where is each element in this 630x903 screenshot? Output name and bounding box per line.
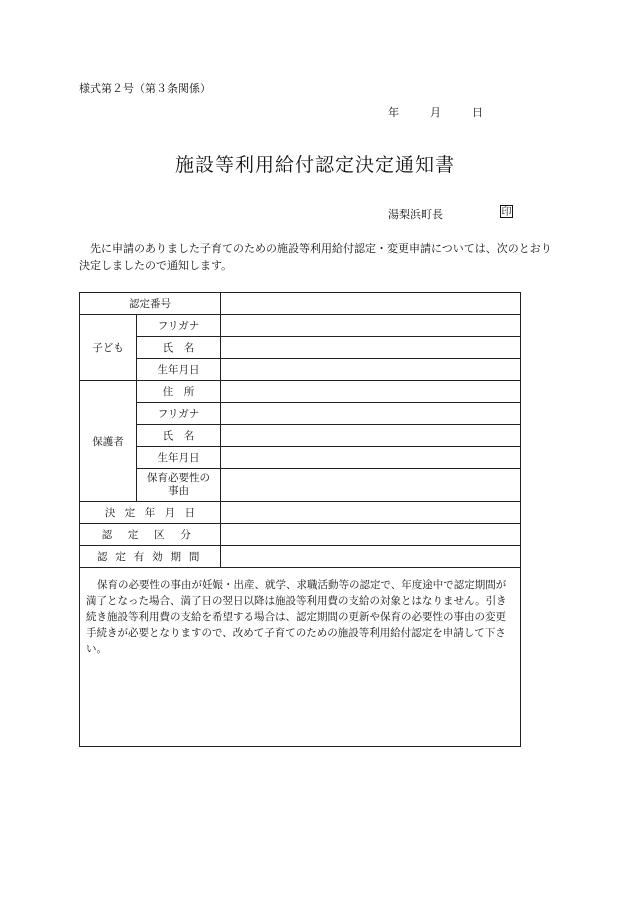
table-row xyxy=(80,337,521,359)
notification-table xyxy=(79,292,521,747)
child-name-label: 氏 名 xyxy=(137,337,221,359)
table-row xyxy=(80,546,521,568)
guardian-furigana-label: フリガナ xyxy=(137,403,221,425)
document-title: 施設等利用給付認定決定通知書 xyxy=(174,154,455,176)
table-row xyxy=(80,447,521,469)
child-group-label: 子ども xyxy=(80,315,137,381)
table-row xyxy=(80,315,521,337)
validity-period-value xyxy=(221,546,521,568)
decision-date-label: 決定年月日 xyxy=(80,502,221,524)
table-row xyxy=(80,469,521,502)
child-birthdate-value xyxy=(221,359,521,381)
guardian-birthdate-label: 生年月日 xyxy=(137,447,221,469)
guardian-birthdate-value xyxy=(221,447,521,469)
table-row xyxy=(80,524,521,546)
notes-cell xyxy=(80,568,521,747)
intro-paragraph xyxy=(79,240,559,274)
guardian-name-value xyxy=(221,425,521,447)
guardian-address-label: 住 所 xyxy=(137,381,221,403)
issuer-name: 湯梨浜町長 xyxy=(388,208,443,221)
guardian-name-label: 氏 名 xyxy=(137,425,221,447)
cert-number-value xyxy=(221,293,521,315)
guardian-group-label: 保護者 xyxy=(80,381,137,502)
table-row xyxy=(80,403,521,425)
child-birthdate-label: 生年月日 xyxy=(137,359,221,381)
notes-text: 保育の必要性の事由が妊娠・出産、就学、求職活動等の認定で、年度途中で認定期間が満了となった場合、満了日の翌日以降は施設等利用費の支給の対象とはなりません。引き続き施設等利用費の支給を希望する場合は、認定期間の更新や保育の必要性の事由の変更手続きが必要となりますので、改めて子育てのための施設等利用給付認定を申請して下さい。 xyxy=(86,579,507,655)
intro-text: 先に申請のありました子育てのための施設等利用給付認定・変更申請については、次のとおり決定しましたので通知します。 xyxy=(79,242,552,272)
guardian-address-value xyxy=(221,381,521,403)
issue-date xyxy=(388,104,483,120)
form-number: 様式第２号（第３条関係） xyxy=(79,82,211,95)
date-year-label: 年 xyxy=(388,106,399,119)
cert-category-label: 認定区分 xyxy=(80,524,221,546)
cert-category-value xyxy=(221,524,521,546)
validity-period-label: 認定有効期間 xyxy=(80,546,221,568)
childcare-reason-value xyxy=(221,469,521,502)
date-month-label: 月 xyxy=(430,106,441,119)
cert-number-label: 認定番号 xyxy=(80,293,221,315)
decision-date-value xyxy=(221,502,521,524)
table-row xyxy=(80,502,521,524)
seal-mark: 印 xyxy=(501,207,512,218)
table-row xyxy=(80,381,521,403)
table-row xyxy=(80,293,521,315)
table-row xyxy=(80,359,521,381)
child-furigana-value xyxy=(221,315,521,337)
childcare-reason-label: 保育必要性の事由 xyxy=(137,469,221,502)
table-row xyxy=(80,425,521,447)
date-day-label: 日 xyxy=(472,106,483,119)
child-furigana-label: フリガナ xyxy=(137,315,221,337)
table-row xyxy=(80,568,521,747)
guardian-furigana-value xyxy=(221,403,521,425)
child-name-value xyxy=(221,337,521,359)
